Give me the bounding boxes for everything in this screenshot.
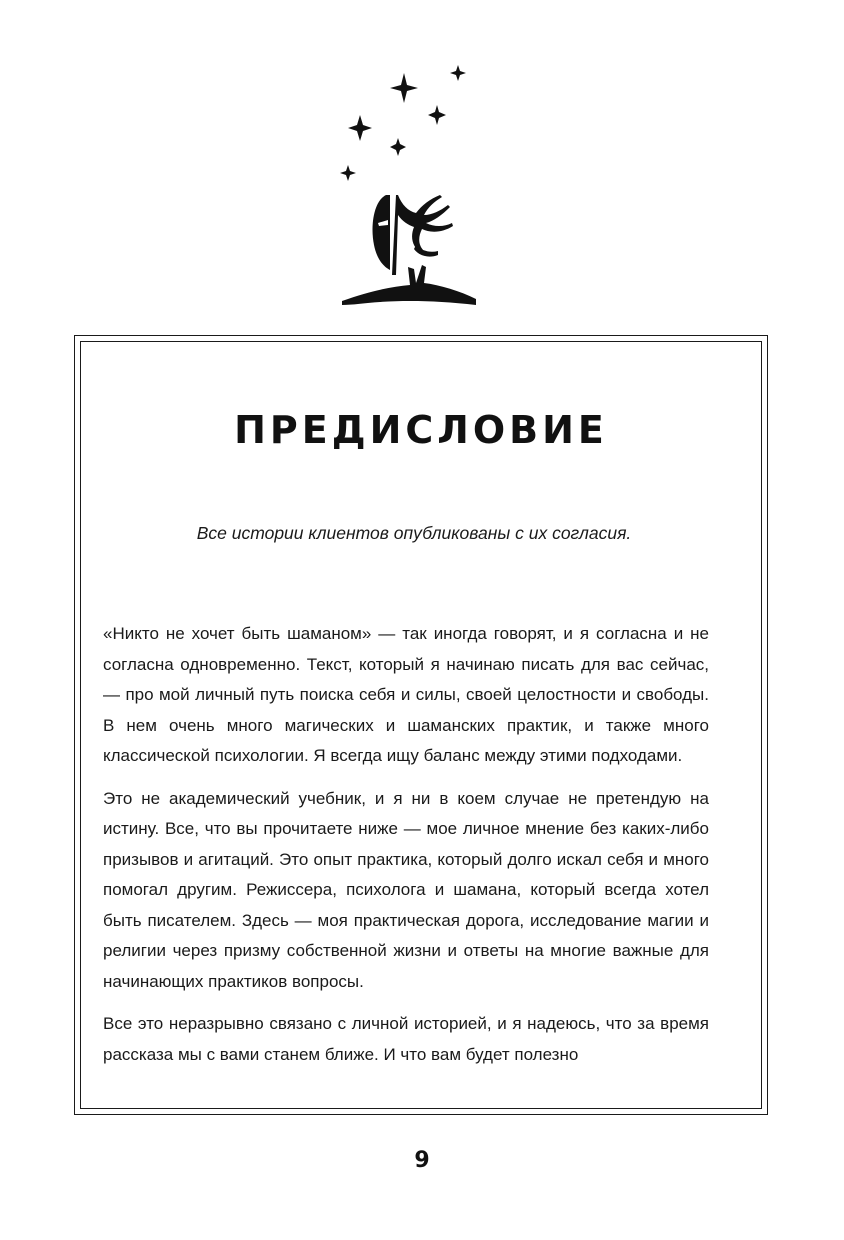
paragraph: Все это неразрывно связано с личной историей, и я надеюсь, что за время рассказа мы с вами станем ближе. И что вам будет полезно <box>103 1014 709 1064</box>
paragraph: Это не академический учебник, и я ни в коем случае не претендую на истину. Все, что вы прочитаете ниже — мое личное мнение без каких-либо призывов и агитаций. Это опыт практика, который долго искал себя и много помогал другим. Режиссера, психолога и шамана, который всегда хотел быть писателем. Здесь — моя практическая дорога, исследование магии и религии через призму собственной жизни и ответы на многие важные для начинающих практиков вопросы. <box>103 788 709 991</box>
spirit-figure-icon <box>342 195 476 305</box>
epigraph: Все истории клиентов опубликованы с их согласия. <box>196 523 632 543</box>
stars-icon <box>340 65 466 181</box>
chapter-title: ПРЕДИСЛОВИЕ <box>234 408 608 452</box>
body-text <box>103 619 709 1082</box>
paragraph: «Никто не хочет быть шаманом» — так иногда говорят, и я согласна и не согласна одновременно. Текст, который я начинаю писать для вас сейчас, — про мой личный путь поиска себя и силы, своей целостности и свободы. В нем очень много магических и шаманских практик, и также много классической психологии. Я всегда ищу баланс между этими подходами. <box>103 624 709 765</box>
page-number: 9 <box>414 1148 430 1173</box>
stars-and-spirit-illustration <box>330 55 490 310</box>
